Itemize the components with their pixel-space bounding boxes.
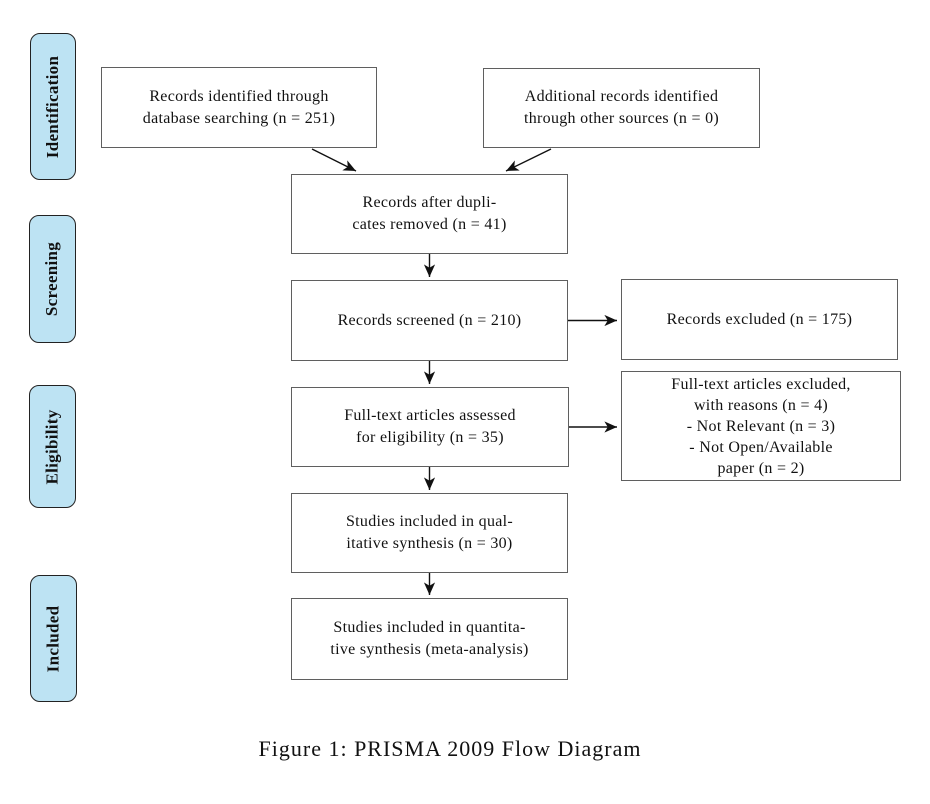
node-line: - Not Relevant (n = 3) (686, 417, 836, 435)
node-line: Studies included in quantita- (333, 619, 526, 636)
node-line: database searching (n = 251) (142, 109, 336, 127)
node-line: cates removed (n = 41) (352, 216, 507, 233)
node-line: Records identified through (149, 87, 329, 105)
node-fulltext-excluded (621, 371, 901, 481)
node-line: - Not Open/Available (689, 438, 833, 456)
node-additional-records (483, 68, 760, 148)
node-line: itative synthesis (n = 30) (346, 535, 513, 552)
stage-label-text: Included (43, 605, 63, 672)
node-line: Full-text articles assessed (344, 407, 516, 424)
arrow-additional-to-duplicates (506, 149, 551, 171)
node-line: tive synthesis (meta-analysis) (330, 641, 529, 658)
node-quantitative-synthesis (291, 598, 568, 680)
node-fulltext-assessed (291, 387, 569, 467)
node-qualitative-synthesis (291, 493, 568, 573)
stage-label-identification (30, 33, 76, 180)
node-records-excluded (621, 279, 898, 360)
node-line: Records excluded (n = 175) (666, 310, 853, 328)
arrow-identified-to-duplicates (312, 149, 356, 171)
stage-label-included (30, 575, 77, 702)
figure-caption: Figure 1: PRISMA 2009 Flow Diagram (258, 736, 642, 761)
node-records-identified (101, 67, 377, 148)
node-duplicates-removed (291, 174, 568, 254)
stage-label-text: Eligibility (42, 408, 62, 485)
node-line: for eligibility (n = 35) (356, 429, 504, 446)
stage-label-text: Screening (42, 241, 62, 317)
node-records-screened (291, 280, 568, 361)
node-line: Records screened (n = 210) (337, 311, 522, 329)
node-line: Records after dupli- (362, 194, 497, 211)
node-line: with reasons (n = 4) (693, 396, 829, 414)
node-line: through other sources (n = 0) (523, 110, 719, 127)
node-line: paper (n = 2) (717, 459, 805, 477)
stage-label-text: Identification (43, 55, 62, 158)
node-line: Full-text articles excluded, (671, 375, 851, 393)
stage-label-eligibility (29, 385, 76, 508)
node-line: Studies included in qual- (345, 513, 514, 530)
stage-label-screening (29, 215, 76, 343)
node-line: Additional records identified (524, 88, 719, 105)
